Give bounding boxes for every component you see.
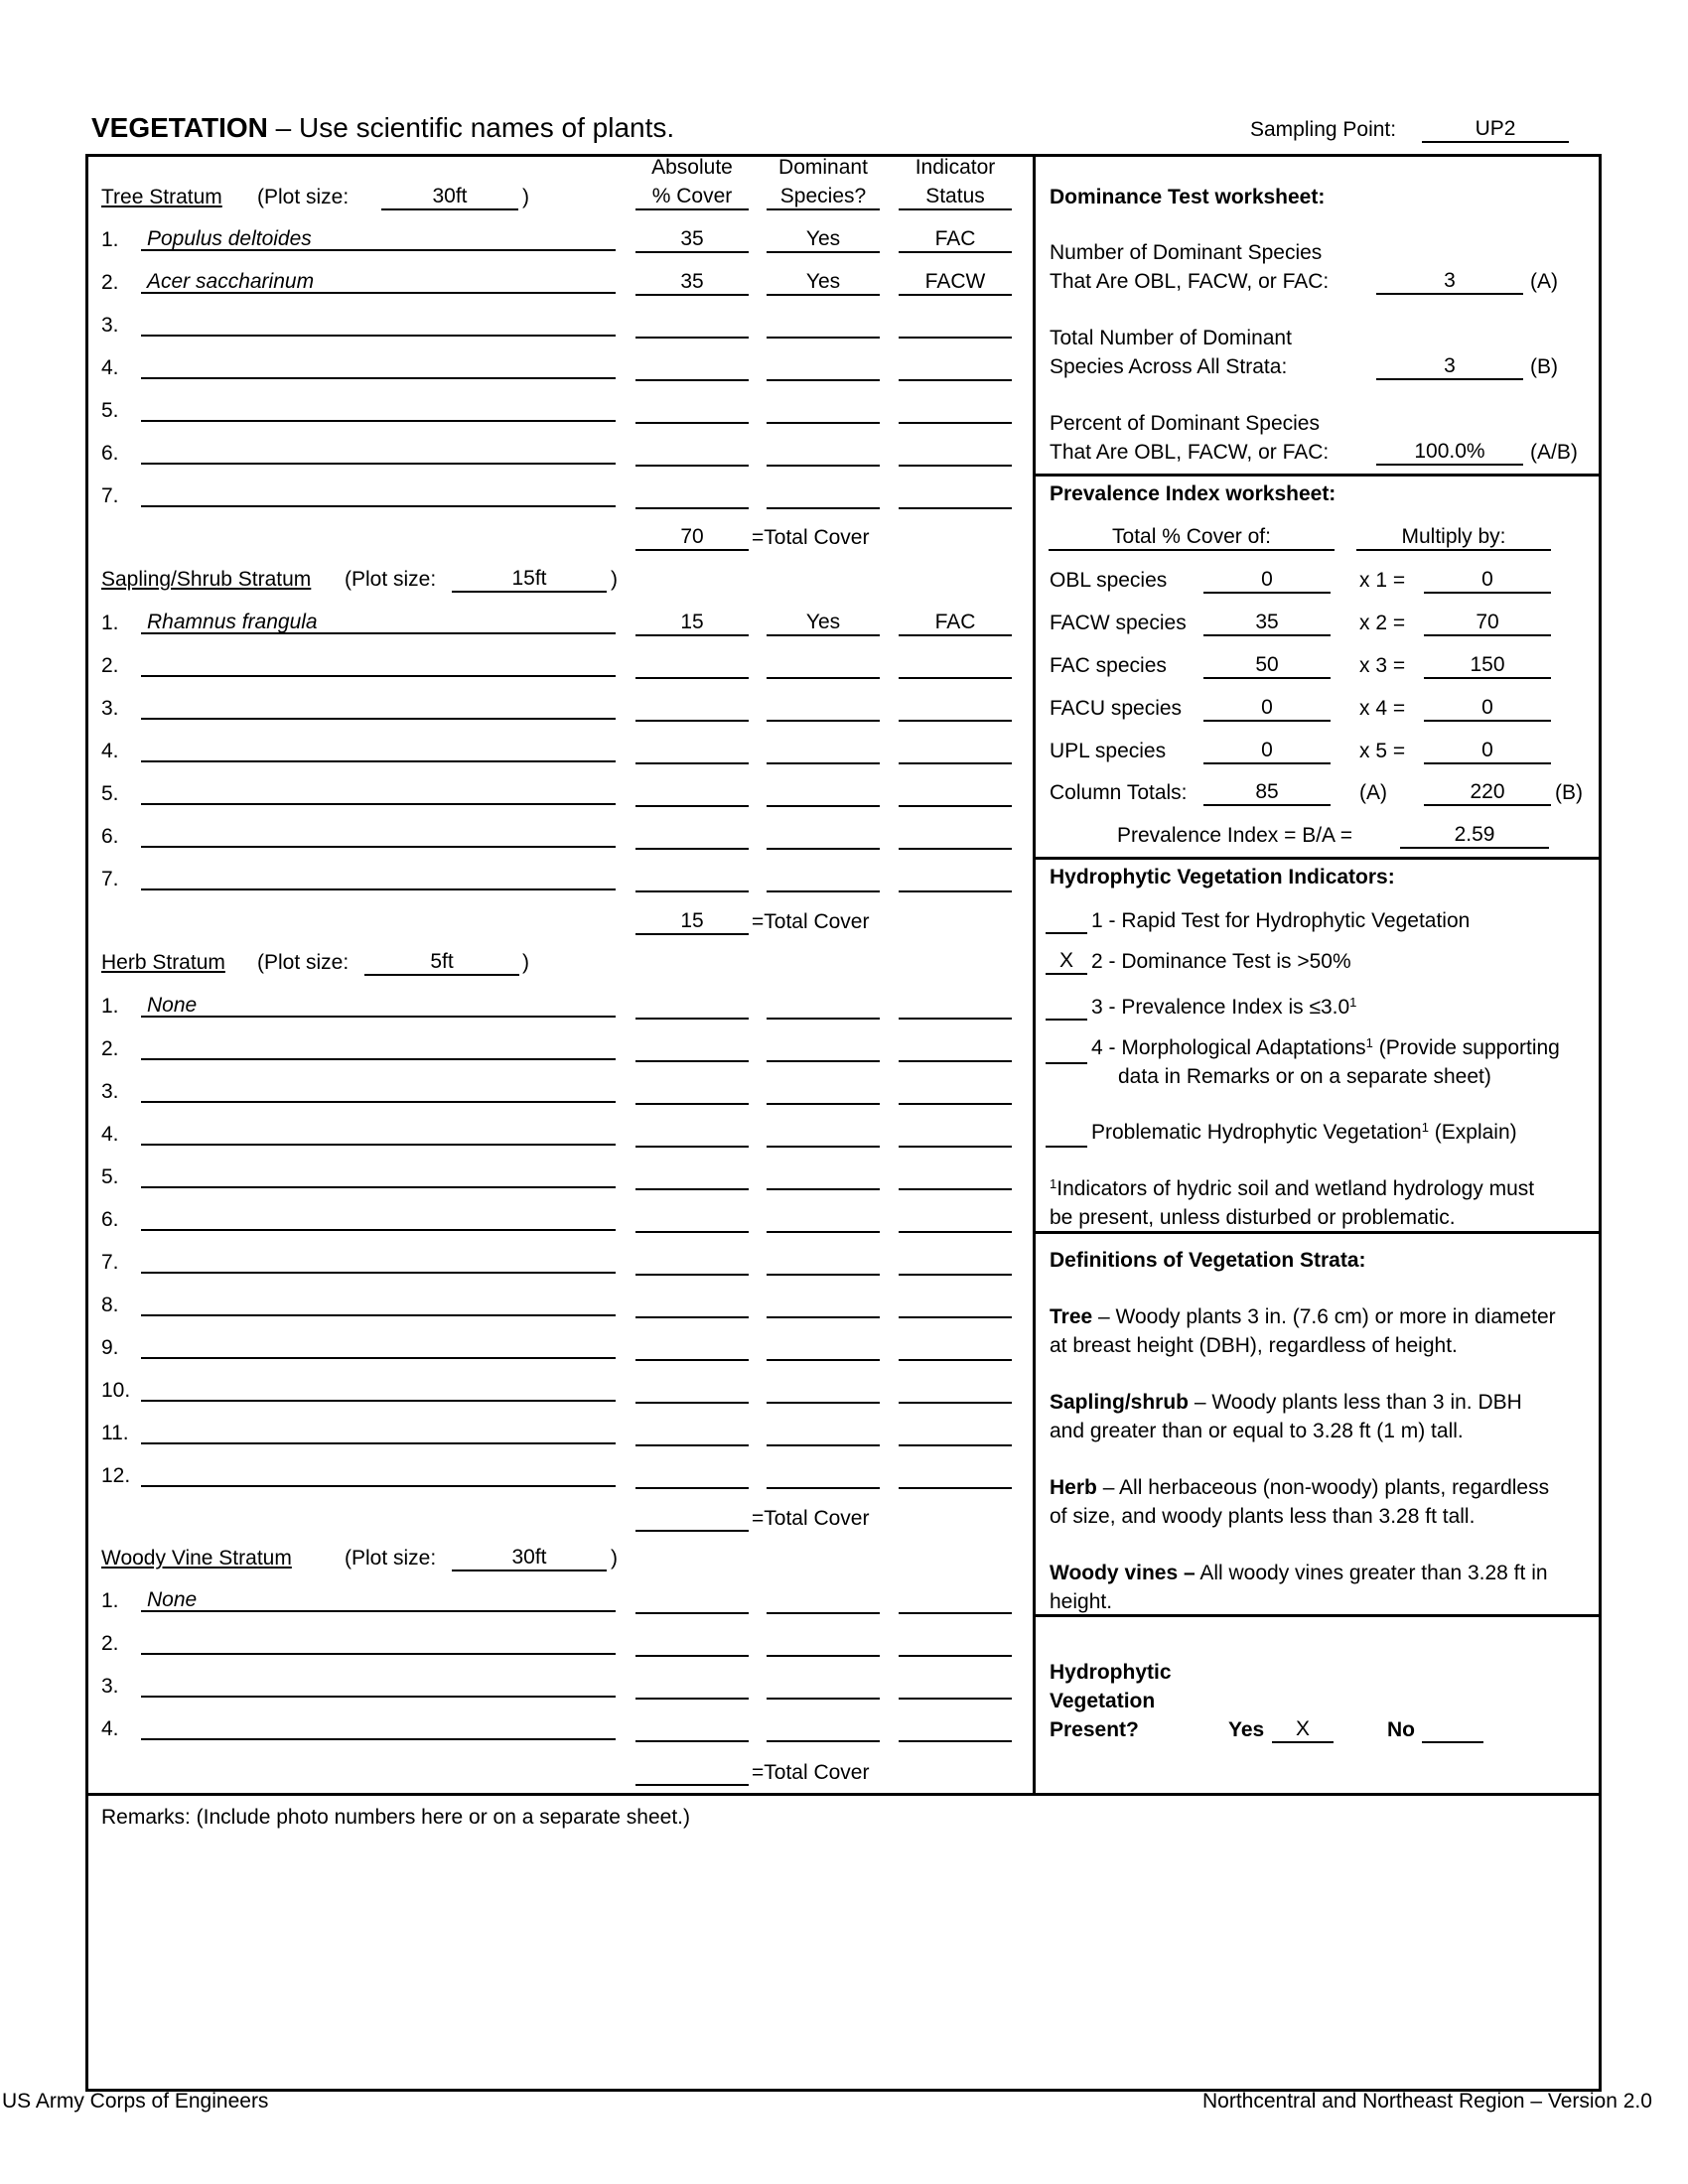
tree-cover-field[interactable] (635, 355, 749, 381)
sapling-dominant-field[interactable]: Yes (767, 611, 880, 636)
tree-dominant-field[interactable]: Yes (767, 270, 880, 296)
vine-species-field[interactable] (141, 1716, 616, 1740)
present-yes-label: Yes (1228, 1718, 1265, 1741)
tree-species-field[interactable] (141, 441, 616, 465)
tree-total-cover-field[interactable]: 70 (635, 525, 749, 551)
vine-cover-field[interactable] (635, 1631, 749, 1657)
footer-left: US Army Corps of Engineers (2, 2090, 269, 2113)
dominance-b-field[interactable]: 3 (1376, 354, 1523, 380)
vine-species-field[interactable]: None (141, 1588, 616, 1612)
tree-cover-field[interactable]: 35 (635, 270, 749, 296)
tree-status-field[interactable] (899, 313, 1012, 339)
prevalence-multiplier: x 5 = (1359, 740, 1406, 762)
dominance-c-line2: That Are OBL, FACW, or FAC: (1050, 441, 1330, 464)
def-vine-2: height. (1050, 1590, 1113, 1613)
tree-row-number: 3. (101, 314, 119, 337)
sapling-plot-close: ) (611, 568, 618, 591)
present-label-2: Vegetation (1050, 1690, 1156, 1712)
herb-row-number: 1. (101, 995, 119, 1018)
herb-dominant-field[interactable] (767, 1293, 880, 1318)
sapling-stratum-label: Sapling/Shrub Stratum (101, 568, 312, 591)
prevalence-title: Prevalence Index worksheet: (1050, 482, 1336, 505)
indicator-4-text-2: data in Remarks or on a separate sheet) (1118, 1065, 1491, 1088)
dominant-header-2: Species? (767, 185, 880, 210)
tree-plot-label: (Plot size: (257, 186, 350, 208)
indicators-divider (1033, 1231, 1599, 1234)
vine-cover-field[interactable] (635, 1588, 749, 1614)
def-tree-2: at breast height (DBH), regardless of height. (1050, 1334, 1458, 1357)
prevalence-product-field[interactable]: 70 (1424, 611, 1551, 636)
sapling-row-number: 6. (101, 825, 119, 848)
indicator-3-checkbox[interactable] (1046, 995, 1087, 1021)
dominance-a-line1: Number of Dominant Species (1050, 241, 1323, 264)
present-no-field[interactable] (1422, 1717, 1483, 1743)
tree-row-number: 4. (101, 356, 119, 379)
tree-dominant-field[interactable] (767, 441, 880, 467)
dominance-c-field[interactable]: 100.0% (1376, 440, 1523, 466)
def-tree-term: Tree (1050, 1305, 1093, 1328)
def-sapling-text: – Woody plants less than 3 in. DBH (1189, 1391, 1522, 1414)
herb-cover-field[interactable] (635, 1122, 749, 1148)
herb-plot-label: (Plot size: (257, 951, 350, 974)
herb-status-field[interactable] (899, 1421, 1012, 1446)
sapling-row-number: 2. (101, 654, 119, 677)
tree-dominant-field[interactable] (767, 355, 880, 381)
sapling-species-field[interactable] (141, 824, 616, 848)
abs-cover-header-1: Absolute (651, 156, 733, 179)
sampling-point-label: Sampling Point: (1250, 118, 1397, 141)
indicator-3-label: 3 - Prevalence Index is ≤3.0 (1091, 996, 1350, 1019)
herb-dominant-field[interactable] (767, 1207, 880, 1233)
vine-species-field[interactable] (141, 1674, 616, 1698)
def-herb-text: – All herbaceous (non-woody) plants, regardless (1096, 1476, 1550, 1499)
tree-cover-field[interactable] (635, 398, 749, 424)
prevalence-head-right: Multiply by: (1356, 525, 1551, 551)
prevalence-row-label: FACU species (1050, 697, 1183, 720)
vine-stratum-label: Woody Vine Stratum (101, 1547, 292, 1570)
def-sapling-term: Sapling/shrub (1050, 1391, 1190, 1414)
herb-row-number: 12. (101, 1464, 131, 1487)
column-totals-label: Column Totals: (1050, 781, 1188, 804)
tree-status-field[interactable] (899, 483, 1012, 509)
herb-status-field[interactable] (899, 1378, 1012, 1404)
sapling-row-number: 3. (101, 697, 119, 720)
sapling-cover-field[interactable] (635, 781, 749, 807)
indicator-4-label: 4 - Morphological Adaptations (1091, 1036, 1366, 1059)
present-no-label: No (1387, 1718, 1415, 1741)
prevalence-multiplier: x 2 = (1359, 612, 1406, 634)
sapling-row-number: 5. (101, 782, 119, 805)
herb-status-field[interactable] (899, 1207, 1012, 1233)
definitions-divider (1033, 1614, 1599, 1617)
sapling-status-field[interactable]: FAC (899, 611, 1012, 636)
dominance-divider (1033, 474, 1599, 477)
prevalence-cover-field[interactable]: 0 (1203, 568, 1331, 594)
def-tree-1 (1050, 1305, 1556, 1329)
vine-status-field[interactable] (899, 1588, 1012, 1614)
indicator-5-label-2: (Explain) (1434, 1121, 1517, 1144)
herb-row-number: 10. (101, 1379, 131, 1402)
vine-dominant-field[interactable] (767, 1674, 880, 1700)
tree-cover-field[interactable] (635, 313, 749, 339)
sapling-cover-field[interactable] (635, 653, 749, 679)
herb-cover-field[interactable] (635, 1164, 749, 1190)
def-sapling-1 (1050, 1391, 1522, 1415)
herb-dominant-field[interactable] (767, 1036, 880, 1062)
indicator-4-footnote-mark: 1 (1365, 1035, 1373, 1050)
herb-row-number: 9. (101, 1336, 119, 1359)
tree-row-number: 1. (101, 228, 119, 251)
tree-dominant-field[interactable] (767, 313, 880, 339)
herb-dominant-field[interactable] (767, 1122, 880, 1148)
dominance-c-line1: Percent of Dominant Species (1050, 412, 1320, 435)
indicators-footnote-1 (1050, 1177, 1534, 1201)
vine-status-field[interactable] (899, 1674, 1012, 1700)
dominance-a-field[interactable]: 3 (1376, 269, 1523, 295)
footnote-text-1: Indicators of hydric soil and wetland hydrology must (1056, 1177, 1535, 1200)
herb-status-field[interactable] (899, 1122, 1012, 1148)
vine-plot-close: ) (611, 1547, 618, 1570)
tree-total-cover-label: =Total Cover (752, 526, 870, 549)
dominance-a-tag: (A) (1530, 270, 1558, 293)
column-totals-a[interactable]: 85 (1203, 780, 1331, 806)
indicator-5-label: Problematic Hydrophytic Vegetation (1091, 1121, 1422, 1144)
herb-cover-field[interactable] (635, 1378, 749, 1404)
prevalence-product-field[interactable]: 0 (1424, 568, 1551, 594)
herb-species-field[interactable] (141, 1293, 616, 1316)
herb-species-field[interactable] (141, 1164, 616, 1188)
def-herb-term: Herb (1050, 1476, 1097, 1499)
tree-dominant-field[interactable] (767, 398, 880, 424)
herb-status-field[interactable] (899, 1250, 1012, 1276)
definitions-title: Definitions of Vegetation Strata: (1050, 1249, 1366, 1272)
sapling-species-field[interactable] (141, 739, 616, 762)
herb-row-number: 11. (101, 1422, 129, 1444)
tree-species-field[interactable]: Populus deltoides (141, 227, 616, 251)
def-vine-text: All woody vines greater than 3.28 ft in (1195, 1562, 1548, 1584)
vine-total-cover-field[interactable] (635, 1760, 749, 1786)
sapling-cover-field[interactable] (635, 867, 749, 892)
herb-species-field[interactable]: None (141, 994, 616, 1018)
vine-row-number: 1. (101, 1589, 119, 1612)
vine-cover-field[interactable] (635, 1674, 749, 1700)
herb-row-number: 7. (101, 1251, 119, 1274)
herb-cover-field[interactable] (635, 1335, 749, 1361)
indicator-2-checkbox[interactable]: X (1046, 949, 1087, 975)
indicator-header-1: Indicator (914, 156, 996, 179)
sapling-cover-field[interactable]: 15 (635, 611, 749, 636)
dominant-header-1: Dominant (778, 156, 868, 179)
prevalence-head-left: Total % Cover of: (1049, 525, 1335, 551)
herb-dominant-field[interactable] (767, 1463, 880, 1489)
herb-status-field[interactable] (899, 1293, 1012, 1318)
tree-species-field[interactable] (141, 483, 616, 507)
vine-dominant-field[interactable] (767, 1716, 880, 1742)
herb-cover-field[interactable] (635, 1463, 749, 1489)
sapling-status-field[interactable] (899, 781, 1012, 807)
vine-status-field[interactable] (899, 1631, 1012, 1657)
sapling-species-field[interactable] (141, 781, 616, 805)
sapling-status-field[interactable] (899, 696, 1012, 722)
herb-species-field[interactable] (141, 1036, 616, 1060)
sapling-row-number: 1. (101, 612, 119, 634)
tree-cover-field[interactable] (635, 483, 749, 509)
form-title-bold: VEGETATION (91, 112, 268, 143)
column-totals-b-tag: (B) (1555, 781, 1583, 804)
vine-plot-size[interactable]: 30ft (452, 1546, 607, 1571)
herb-cover-field[interactable] (635, 1207, 749, 1233)
herb-total-cover-label: =Total Cover (752, 1507, 870, 1530)
tree-row-number: 7. (101, 484, 119, 507)
tree-stratum-label: Tree Stratum (101, 186, 222, 208)
sapling-status-field[interactable] (899, 739, 1012, 764)
remarks-label: Remarks: (Include photo numbers here or on a separate sheet.) (101, 1806, 690, 1829)
tree-dominant-field[interactable]: Yes (767, 227, 880, 253)
herb-plot-size[interactable]: 5ft (364, 950, 519, 976)
herb-species-field[interactable] (141, 1378, 616, 1402)
herb-row-number: 4. (101, 1123, 119, 1146)
def-tree-text: – Woody plants 3 in. (7.6 cm) or more in diameter (1092, 1305, 1556, 1328)
indicator-4-label-2: (Provide supporting (1378, 1036, 1560, 1059)
herb-cover-field[interactable] (635, 994, 749, 1020)
herb-species-field[interactable] (141, 1421, 616, 1444)
sapling-status-field[interactable] (899, 824, 1012, 850)
indicator-2-text: 2 - Dominance Test is >50% (1091, 950, 1351, 973)
sapling-total-cover-label: =Total Cover (752, 910, 870, 933)
prevalence-row-label: OBL species (1050, 569, 1168, 592)
indicator-3-text (1091, 996, 1356, 1020)
sapling-species-field[interactable] (141, 867, 616, 890)
herb-status-field[interactable] (899, 1036, 1012, 1062)
herb-species-field[interactable] (141, 1463, 616, 1487)
prevalence-multiplier: x 1 = (1359, 569, 1406, 592)
herb-species-field[interactable] (141, 1122, 616, 1146)
form-title-rest: – Use scientific names of plants. (275, 112, 675, 143)
def-herb-1 (1050, 1476, 1549, 1500)
vine-row-number: 3. (101, 1675, 119, 1698)
footer-right: Northcentral and Northeast Region – Version 2.0 (1202, 2090, 1652, 2113)
sapling-status-field[interactable] (899, 653, 1012, 679)
column-divider (1033, 154, 1036, 1796)
tree-species-field[interactable] (141, 313, 616, 337)
herb-row-number: 6. (101, 1208, 119, 1231)
sapling-dominant-field[interactable] (767, 781, 880, 807)
prevalence-product-field[interactable]: 0 (1424, 739, 1551, 764)
herb-status-field[interactable] (899, 1079, 1012, 1105)
tree-status-field[interactable]: FACW (899, 270, 1012, 296)
def-vine-term: Woody vines – (1050, 1562, 1196, 1584)
vine-row-number: 2. (101, 1632, 119, 1655)
dominance-b-line2: Species Across All Strata: (1050, 355, 1288, 378)
present-label-3: Present? (1050, 1718, 1139, 1741)
remarks-divider (85, 1793, 1602, 1796)
herb-dominant-field[interactable] (767, 1164, 880, 1190)
herb-cover-field[interactable] (635, 1079, 749, 1105)
herb-total-cover-field[interactable] (635, 1506, 749, 1532)
herb-species-field[interactable] (141, 1335, 616, 1359)
prevalence-index-label: Prevalence Index = B/A = (1117, 824, 1352, 847)
prevalence-cover-field[interactable]: 50 (1203, 653, 1331, 679)
def-herb-2: of size, and woody plants less than 3.28 ft tall. (1050, 1505, 1476, 1528)
prevalence-row-label: FAC species (1050, 654, 1167, 677)
dominance-title: Dominance Test worksheet: (1050, 186, 1326, 208)
sapling-dominant-field[interactable] (767, 653, 880, 679)
herb-dominant-field[interactable] (767, 1079, 880, 1105)
tree-plot-size[interactable]: 30ft (381, 185, 518, 210)
column-totals-b[interactable]: 220 (1424, 780, 1551, 806)
herb-species-field[interactable] (141, 1207, 616, 1231)
herb-dominant-field[interactable] (767, 1421, 880, 1446)
sapling-dominant-field[interactable] (767, 739, 880, 764)
prevalence-row-label: UPL species (1050, 740, 1167, 762)
herb-status-field[interactable] (899, 994, 1012, 1020)
herb-cover-field[interactable] (635, 1250, 749, 1276)
tree-row-number: 5. (101, 399, 119, 422)
sapling-species-field[interactable] (141, 653, 616, 677)
herb-row-number: 8. (101, 1294, 119, 1316)
herb-row-number: 2. (101, 1037, 119, 1060)
column-totals-a-tag: (A) (1359, 781, 1387, 804)
herb-stratum-label: Herb Stratum (101, 951, 225, 974)
sapling-dominant-field[interactable] (767, 696, 880, 722)
prevalence-multiplier: x 4 = (1359, 697, 1406, 720)
form-title (91, 112, 674, 144)
prevalence-product-field[interactable]: 0 (1424, 696, 1551, 722)
present-label-1: Hydrophytic (1050, 1661, 1172, 1684)
abs-cover-header-2: % Cover (635, 185, 749, 210)
sampling-point-field[interactable]: UP2 (1422, 117, 1569, 143)
sapling-dominant-field[interactable] (767, 867, 880, 892)
indicator-4-checkbox[interactable] (1046, 1038, 1087, 1064)
remarks-area[interactable] (91, 1837, 1591, 2079)
tree-status-field[interactable] (899, 355, 1012, 381)
prevalence-product-field[interactable]: 150 (1424, 653, 1551, 679)
herb-status-field[interactable] (899, 1463, 1012, 1489)
indicator-5-footnote-mark: 1 (1421, 1120, 1429, 1135)
vine-species-field[interactable] (141, 1631, 616, 1655)
herb-dominant-field[interactable] (767, 1335, 880, 1361)
indicator-3-footnote-mark: 1 (1349, 995, 1357, 1010)
sapling-row-number: 7. (101, 868, 119, 890)
def-vine-1 (1050, 1562, 1548, 1585)
herb-cover-field[interactable] (635, 1421, 749, 1446)
herb-plot-close: ) (522, 951, 529, 974)
sapling-species-field[interactable]: Rhamnus frangula (141, 611, 616, 634)
indicator-5-checkbox[interactable] (1046, 1122, 1087, 1148)
sapling-plot-label: (Plot size: (345, 568, 437, 591)
sapling-cover-field[interactable] (635, 824, 749, 850)
tree-row-number: 6. (101, 442, 119, 465)
dominance-a-line2: That Are OBL, FACW, or FAC: (1050, 270, 1330, 293)
vine-total-cover-label: =Total Cover (752, 1761, 870, 1784)
tree-cover-field[interactable] (635, 441, 749, 467)
present-yes-field[interactable]: X (1272, 1717, 1334, 1743)
herb-cover-field[interactable] (635, 1036, 749, 1062)
sapling-species-field[interactable] (141, 696, 616, 720)
vine-dominant-field[interactable] (767, 1588, 880, 1614)
tree-plot-close: ) (522, 186, 529, 208)
herb-row-number: 5. (101, 1165, 119, 1188)
vine-plot-label: (Plot size: (345, 1547, 437, 1570)
prevalence-cover-field[interactable]: 0 (1203, 739, 1331, 764)
prevalence-index-field[interactable]: 2.59 (1400, 823, 1549, 849)
prevalence-cover-field[interactable]: 35 (1203, 611, 1331, 636)
vine-row-number: 4. (101, 1717, 119, 1740)
dominance-c-tag: (A/B) (1530, 441, 1578, 464)
sapling-row-number: 4. (101, 740, 119, 762)
herb-species-field[interactable] (141, 1079, 616, 1103)
tree-dominant-field[interactable] (767, 483, 880, 509)
indicator-header-2: Status (899, 185, 1012, 210)
sapling-cover-field[interactable] (635, 739, 749, 764)
herb-species-field[interactable] (141, 1250, 616, 1274)
sapling-total-cover-field[interactable]: 15 (635, 909, 749, 935)
tree-status-field[interactable] (899, 398, 1012, 424)
tree-species-field[interactable]: Acer saccharinum (141, 270, 616, 294)
prevalence-multiplier: x 3 = (1359, 654, 1406, 677)
herb-dominant-field[interactable] (767, 1250, 880, 1276)
prevalence-cover-field[interactable]: 0 (1203, 696, 1331, 722)
tree-cover-field[interactable]: 35 (635, 227, 749, 253)
herb-row-number: 3. (101, 1080, 119, 1103)
tree-row-number: 2. (101, 271, 119, 294)
dominance-b-line1: Total Number of Dominant (1050, 327, 1292, 349)
herb-dominant-field[interactable] (767, 1378, 880, 1404)
herb-cover-field[interactable] (635, 1293, 749, 1318)
indicator-4-text (1091, 1036, 1560, 1060)
tree-species-field[interactable] (141, 398, 616, 422)
footnote-mark: 1 (1050, 1176, 1057, 1191)
tree-status-field[interactable]: FAC (899, 227, 1012, 253)
prevalence-row-label: FACW species (1050, 612, 1187, 634)
sapling-status-field[interactable] (899, 867, 1012, 892)
indicator-1-checkbox[interactable] (1046, 908, 1087, 934)
herb-dominant-field[interactable] (767, 994, 880, 1020)
sapling-plot-size[interactable]: 15ft (452, 567, 607, 593)
vine-cover-field[interactable] (635, 1716, 749, 1742)
indicators-title: Hydrophytic Vegetation Indicators: (1050, 866, 1395, 888)
tree-species-field[interactable] (141, 355, 616, 379)
sapling-dominant-field[interactable] (767, 824, 880, 850)
prevalence-divider (1033, 857, 1599, 860)
vine-status-field[interactable] (899, 1716, 1012, 1742)
indicator-5-text (1091, 1121, 1517, 1145)
vine-dominant-field[interactable] (767, 1631, 880, 1657)
herb-status-field[interactable] (899, 1335, 1012, 1361)
sapling-cover-field[interactable] (635, 696, 749, 722)
indicators-footnote-2: be present, unless disturbed or problematic. (1050, 1206, 1456, 1229)
tree-status-field[interactable] (899, 441, 1012, 467)
dominance-b-tag: (B) (1530, 355, 1558, 378)
herb-status-field[interactable] (899, 1164, 1012, 1190)
def-sapling-2: and greater than or equal to 3.28 ft (1 m) tall. (1050, 1420, 1464, 1442)
indicator-1-text: 1 - Rapid Test for Hydrophytic Vegetation (1091, 909, 1471, 932)
